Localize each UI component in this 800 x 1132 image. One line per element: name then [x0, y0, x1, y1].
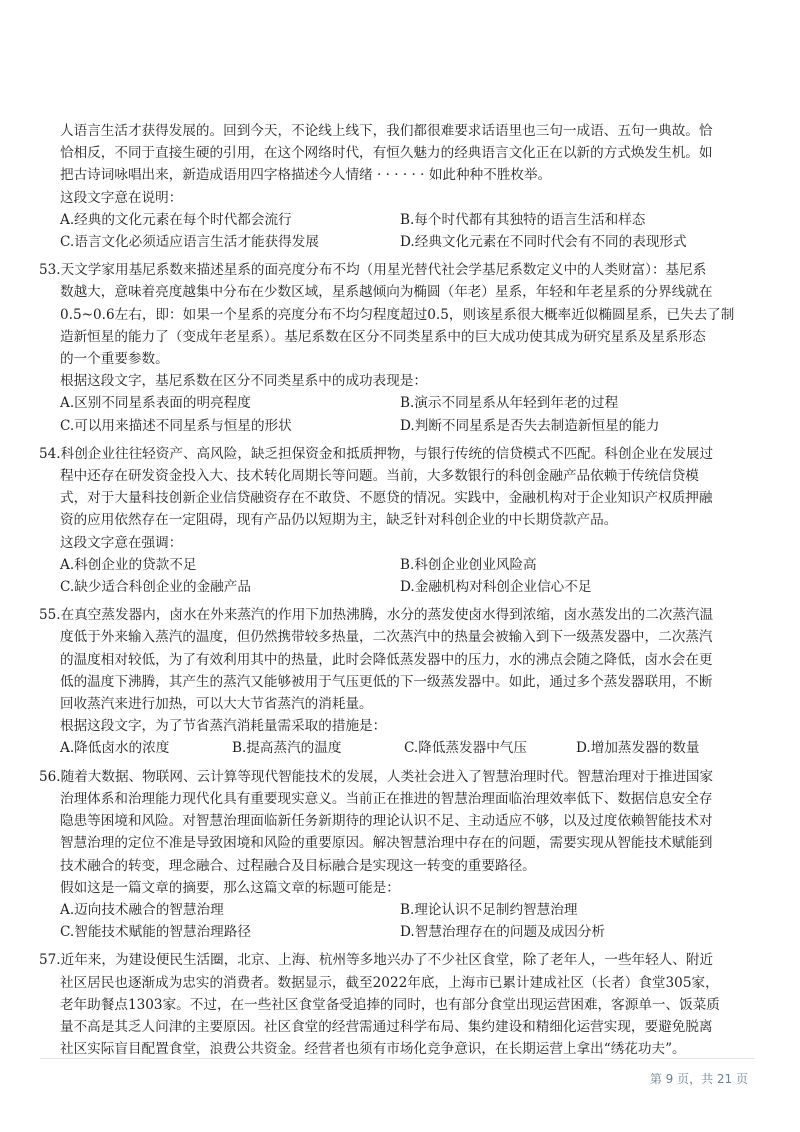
question-55 [39, 604, 750, 759]
option-c: C.降低蒸发器中气压 [404, 740, 527, 757]
option-a: A.科创企业的贷款不足 [60, 556, 197, 573]
options [60, 209, 750, 253]
passage-line: 数越大，意味着亮度越集中分布在少数区域，星系越倾向为椭圆（年老）星系，年轻和年老星系的分界线就在 [60, 284, 713, 301]
passage-line: 53.天文学家用基尼系数来描述星系的面亮度分布不均（用星光替代社会学基尼系数定义中的人类财富）：基尼系 [39, 262, 707, 279]
passage-line: 老年助餐点1303家。不过，在一些社区食堂备受追捧的同时，也有部分食堂出现运营困难，客源单一、饭菜质 [60, 996, 720, 1013]
passage-line: 人语言生活才获得发展的。回到今天，不论线上线下，我们都很难要求话语里也三句一成语、五句一典故。恰 [60, 123, 713, 139]
passage-line: 的温度相对较低，为了有效利用其中的热量，此时会降低蒸发器中的压力，水的沸点会随之降低，卤水会在更 [60, 651, 713, 668]
question-number: 54. [39, 445, 61, 462]
option-c: C.缺少适合科创企业的金融产品 [60, 579, 251, 596]
question-prompt: 这段文字意在强调： [60, 534, 183, 551]
question-number: 57. [39, 952, 61, 969]
option-a: A.迈向技术融合的智慧治理 [60, 901, 224, 918]
passage-line: 隐患等困境和风险。对智慧治理面临新任务新期待的理论认识不足、主动适应不够，以及过度依赖智能技术对 [60, 813, 713, 830]
passage-line: 资的应用依然存在一定阻碍，现有产品仍以短期为主，缺乏针对科创企业的中长期贷款产品。 [60, 512, 618, 529]
passage-line: 回收蒸汽来进行加热，可以大大节省蒸汽的消耗量。 [60, 696, 373, 713]
option-c: C.语言文化必须适应语言生活才能获得发展 [60, 234, 319, 251]
question-54 [39, 443, 750, 598]
passage-line: 把古诗词咏唱出来，新造成语用四字格描述今人情绪 · · · · · · 如此种种不胜枚举。 [60, 167, 552, 184]
passage-line: 程中还存在研发资金投入大、技术转化周期长等问题。当前，大多数银行的科创金融产品依赖于传统信贷模 [60, 468, 699, 485]
passage-line: 社区居民也逐渐成为忠实的消费者。数据显示，截至2022年底，上海市已累计建成社区（长者）食堂305家， [60, 974, 719, 991]
page-number: 第 9 页，共 21 页 [649, 1072, 748, 1086]
question-56 [39, 766, 750, 944]
question-number: 55. [39, 607, 61, 624]
passage-line: 57.近年来，为建设便民生活圈，北京、上海、杭州等多地兴办了不少社区食堂，除了老年人，一些年轻人、附近 [39, 952, 714, 969]
options [60, 899, 750, 943]
option-a: A.区别不同星系表面的明亮程度 [60, 395, 251, 412]
options [60, 392, 750, 436]
passage-line: 56.随着大数据、物联网、云计算等现代智能技术的发展，人类社会进入了智慧治理时代。智慧治理对于推进国家 [39, 768, 714, 785]
question-number: 53. [39, 262, 61, 279]
passage-line: 智慧治理的定位不准是导致困境和风险的重要原因。解决智慧治理中存在的问题，需要实现从智能技术赋能到 [60, 835, 713, 852]
question-prompt: 根据这段文字，为了节省蒸汽消耗量需采取的措施是： [60, 718, 387, 735]
passage-line: 量不高是其乏人问津的主要原因。社区食堂的经营需通过科学布局、集约建设和精细化运营实现，要避免脱离 [60, 1018, 713, 1035]
passage-line: 55.在真空蒸发器内，卤水在外来蒸汽的作用下加热沸腾，水分的蒸发使卤水得到浓缩，卤水蒸发出的二次蒸汽温 [39, 607, 714, 624]
option-b: B.理论认识不足制约智慧治理 [400, 901, 578, 918]
question-prompt: 根据这段文字，基尼系数在区分不同类星系中的成功表现是： [60, 373, 428, 390]
question-number: 56. [39, 768, 61, 785]
passage-line: 的一个重要参数。 [60, 351, 169, 368]
passage-line: 低的温度下沸腾，其产生的蒸汽又能够被用于气压更低的下一级蒸发器中。如此，通过多个蒸发器联用，不断 [60, 673, 713, 690]
option-d: D.智慧治理存在的问题及成因分析 [400, 924, 606, 941]
passage-line: 造新恒星的能力了（变成年老星系）。基尼系数在区分不同类星系中的巨大成功使其成为研究星系及星系形态 [60, 328, 706, 345]
passage-line: 治理体系和治理能力现代化具有重要现实意义。当前正在推进的智慧治理面临治理效率低下、数据信息安全存 [60, 790, 713, 807]
option-a: A.经典的文化元素在每个时代都会流行 [60, 211, 292, 228]
option-b: B.每个时代都有其独特的语言生活和样态 [400, 211, 646, 228]
passage-line: 度低于外来输入蒸汽的温度，但仍然携带较多热量，二次蒸汽中的热量会被输入到下一级蒸发器中，二次蒸汽 [60, 629, 713, 646]
option-d: D.经典文化元素在不同时代会有不同的表现形式 [400, 234, 687, 251]
options [60, 554, 750, 598]
passage-line: 社区实际盲目配置食堂，浪费公共资金。经营者也须有市场化竞争意识，在长期运营上拿出“绣花功夫”。 [60, 1041, 686, 1058]
option-c: C.智能技术赋能的智慧治理路径 [60, 924, 251, 941]
question-52-continuation [60, 120, 750, 253]
option-d: D.增加蒸发器的数量 [576, 740, 700, 757]
option-d: D.金融机构对科创企业信心不足 [400, 579, 592, 596]
question-57 [39, 949, 750, 1060]
passage-line: 技术融合的转变，理念融合、过程融合及目标融合是实现这一转变的重要路径。 [60, 857, 536, 874]
passage-line: 恰相反，不同于直接生硬的引用，在这个网络时代，有恒久魅力的经典语言文化正在以新的方式焕发生机。如 [60, 145, 713, 162]
question-53 [39, 259, 750, 437]
option-b: B.科创企业创业风险高 [400, 556, 537, 573]
question-prompt: 假如这是一篇文章的摘要，那么这篇文章的标题可能是： [60, 879, 400, 896]
options [60, 737, 750, 759]
footer-divider [40, 1058, 755, 1059]
option-b: B.提高蒸汽的温度 [232, 740, 342, 757]
option-b: B.演示不同星系从年轻到年老的过程 [400, 395, 619, 412]
option-d: D.判断不同星系是否失去制造新恒星的能力 [400, 417, 660, 434]
passage-line: 54.科创企业往往轻资产、高风险，缺乏担保资金和抵质押物，与银行传统的信贷模式不匹配。科创企业在发展过 [39, 445, 714, 462]
question-prompt: 这段文字意在说明： [60, 189, 183, 206]
option-c: C.可以用来描述不同星系与恒星的形状 [60, 417, 292, 434]
document-page [39, 120, 750, 1066]
passage-line: 0.5~0.6左右，即：如果一个星系的亮度分布不均匀程度超过0.5，则该星系很大概率近似椭圆星系，已失去了制 [60, 306, 735, 323]
option-a: A.降低卤水的浓度 [60, 740, 170, 757]
passage-line: 式，对于大量科技创新企业信贷融资存在不敢贷、不愿贷的情况。实践中，金融机构对于企业知识产权质押融 [60, 490, 713, 507]
